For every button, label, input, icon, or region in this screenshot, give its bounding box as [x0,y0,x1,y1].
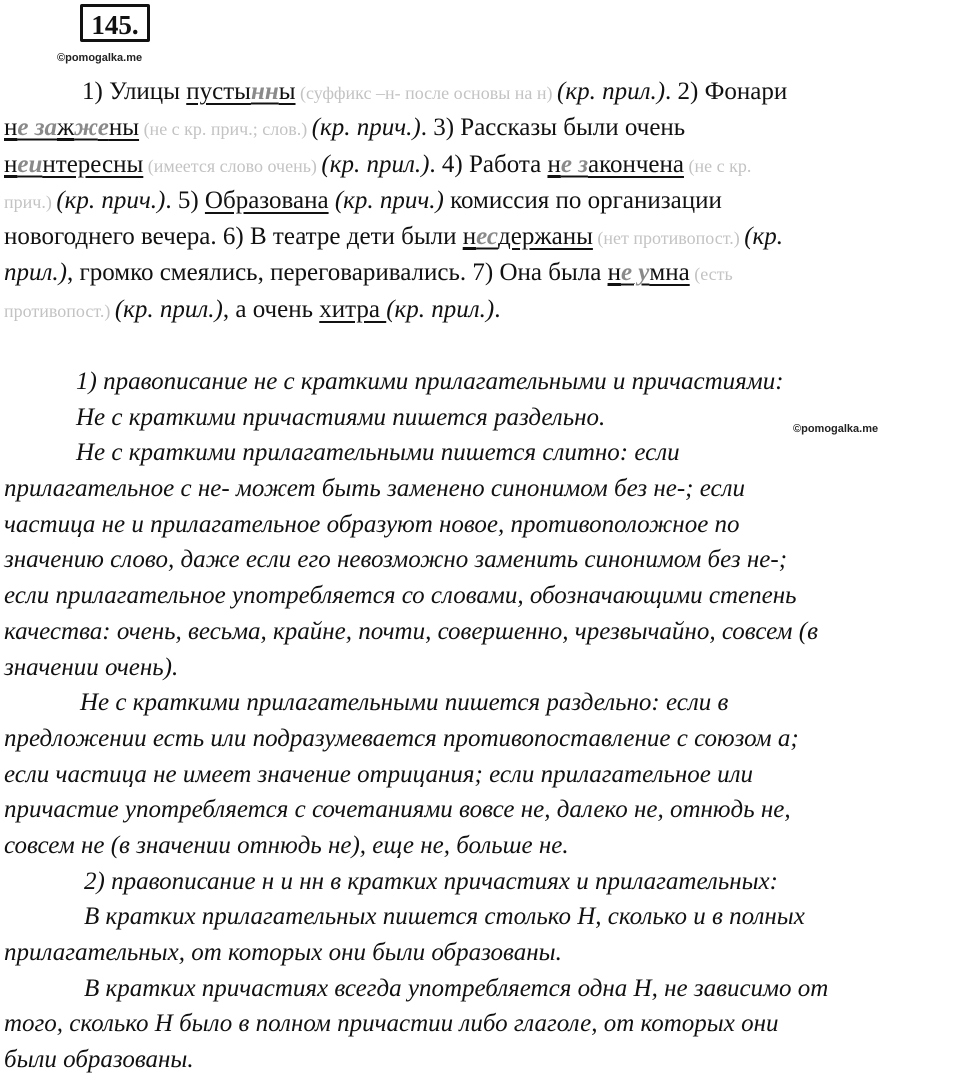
grammar-note: (кр. прил.) [386,295,495,323]
underlined-word [186,78,295,105]
grey-note: противопост.) [4,300,115,321]
theory-line: прилагательное с не- может быть заменено синонимом без не-; если [4,475,746,503]
theory-line: качества: очень, весьма, крайне, почти, совершенно, чрезвычайно, совсем (в [4,617,818,645]
grammar-note: (кр. прич.) [328,186,444,214]
theory-line: причастие употребляется с сочетаниями вовсе не, далеко не, отнюдь не, [4,796,791,824]
text-span: новогоднего вечера. 6) В театре дети были [4,223,463,251]
theory-line: значению слово, даже если его невозможно заменить синонимом без не-; [4,546,788,574]
underlined-word: Образована [204,186,329,214]
grey-note: (не с кр. прич.; слов.) [139,119,312,140]
exercise-line [4,147,960,183]
underlined-word: хитра [319,295,387,323]
text-span: комиссия по организации [443,186,722,214]
exercise-line [4,110,960,146]
grammar-note: (кр. прил.) [114,295,223,323]
exercise-line [4,183,960,219]
word-part: ж [57,114,75,142]
theory-heading: 1) правописание не с краткими прилагательными и причастиями: [76,368,784,395]
theory-line: предложении есть или подразумевается противопоставление с союзом а; [4,724,799,752]
exercise-number: 145. [80,4,150,42]
grey-note: (суффикс –н- после основы на н) [295,83,558,103]
theory-line: значении очень). [4,653,179,681]
highlighted-letters: ж [74,114,98,142]
theory-line: были образованы. [4,1046,194,1074]
grey-note: (нет противопост.) [592,228,745,249]
theory-line: Не с краткими прилагательными пишется слитно: если [76,439,680,467]
underlined-word [547,151,684,178]
word-part: н [4,114,18,142]
grammar-note: (кр. прил.) [321,150,430,178]
word-part: н [462,223,477,251]
grammar-note: (кр. прич.) [56,186,166,214]
text-span: . 2) Фонари [665,78,788,105]
watermark: ©pomogalka.me [793,423,879,435]
highlighted-letters: е з [560,150,588,178]
text-span: . 3) Рассказы были очень [420,114,686,142]
exercise-line [4,255,960,291]
theory-line: того, сколько Н было в полном причастии либо глаголе, от которых они [4,1010,779,1038]
theory-line: если частица не имеет значение отрицания; если прилагательное или [4,760,753,788]
word-part: н [607,259,621,287]
watermark: ©pomogalka.me [57,52,143,64]
theory-text [4,364,960,1078]
grey-note: (имеется слово очень) [143,155,322,176]
highlighted-letters: ес [476,223,499,251]
exercise-line [4,74,960,110]
word-part: держаны [498,223,593,251]
word-part: пусты [186,78,251,105]
highlighted-letters: е у [620,259,650,287]
theory-heading: 2) правописание н и нн в кратких причастиях и прилагательных: [84,867,778,895]
underlined-word [4,151,143,178]
grammar-note: (кр. [744,223,784,251]
text-span: . 4) Работа [429,150,548,178]
underlined-word [608,259,690,286]
exercise-line [4,219,960,255]
grey-note: прич.) [4,191,57,212]
word-part: ы [278,78,296,105]
text-span: . 5) [165,186,205,214]
text-span: , громко смеялись, переговаривались. 7) Она была [66,259,608,287]
word-part: н [4,150,18,178]
word-part: н [547,150,561,178]
highlighted-letters: е [97,114,109,142]
highlighted-letters: нн [250,78,279,105]
exercise-line [4,292,960,328]
exercise-text [4,74,960,328]
highlighted-letters: е за [17,114,57,142]
grey-note: (не с кр. [683,155,752,176]
word-part: ны [108,114,140,142]
word-part: акончена [587,150,684,178]
theory-line: В кратких причастиях всегда употребляется одна Н, не зависимо от [84,974,829,1002]
word-part: мна [649,259,690,287]
text-span: 1) Улицы [82,78,187,105]
theory-line: частица не и прилагательное образуют новое, противоположное по [4,510,740,538]
text-span: , а очень [222,295,320,323]
grammar-note: прил.) [4,259,67,287]
grammar-note: (кр. прил.) [557,78,666,105]
highlighted-letters: еи [17,150,43,178]
theory-line: если прилагательное употребляется со словами, обозначающими степень [4,582,797,610]
text-span: . [494,295,501,323]
theory-line: совсем не (в значении отнюдь не), еще не, больше не. [4,831,569,859]
theory-line: В кратких прилагательных пишется столько Н, сколько и в полных [84,903,805,931]
theory-line: Не с краткими прилагательными пишется раздельно: если в [80,689,729,717]
theory-line: Не с краткими причастиями пишется раздельно. [76,403,606,431]
theory-line: прилагательных, от которых они были образованы. [4,939,562,966]
grey-note: (есть [689,264,733,285]
underlined-word [4,114,139,141]
grammar-note: (кр. прич.) [311,114,421,142]
underlined-word [463,223,593,250]
word-part: нтересны [42,150,144,178]
